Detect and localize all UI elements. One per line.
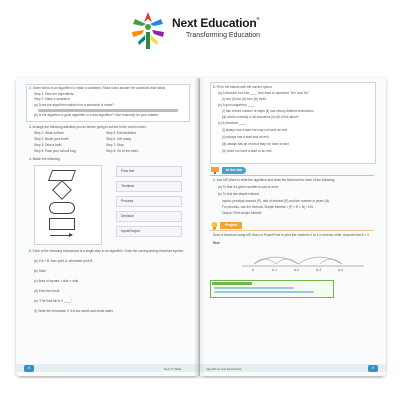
rectangle-shape xyxy=(49,218,75,230)
q6-b-options-1: (i) has a fixed number of steps (ii) has clearly defined instructions xyxy=(222,109,314,113)
q5-number: 5. xyxy=(29,249,32,253)
in-the-lab-badge: In the lab xyxy=(222,167,246,174)
brand-logo xyxy=(128,8,278,54)
lab-inputs: Inputs: principal amount (P), rate of interest (R) and the number of years (N). xyxy=(222,199,331,203)
lab-item-a: (a) To find if a given number is odd or even xyxy=(218,185,279,189)
match-label-terminal: Terminal xyxy=(116,181,182,192)
diagram-cell-a2: A-2 xyxy=(294,268,299,272)
q5-item-a: (a) If A > B, then print A, otherwise print B. xyxy=(34,259,94,263)
q3-step-3: Step 3: Take a bath. xyxy=(34,143,63,147)
brand-name-text: Next Education xyxy=(172,16,257,30)
project-badge: Project xyxy=(220,222,242,229)
q6-c-option-1: (i) always has a start but may not have an end xyxy=(222,128,288,132)
match-label-decision: Decision xyxy=(116,211,182,222)
lab-item-b: (b) To find the simple interest xyxy=(218,192,259,196)
q5-text xyxy=(29,250,184,253)
q6-a-options: (i) one (ii) two (iii) four (iv) three xyxy=(222,97,267,101)
q6-text xyxy=(213,86,272,89)
answer-line xyxy=(38,109,178,112)
diagram-cell-a3: A-3 xyxy=(316,268,321,272)
q5-item-c: (c) Area of square = side × side xyxy=(34,279,79,283)
q3-step-6: Step 6: Get ready. xyxy=(106,137,132,141)
right-page-number: 9 xyxy=(368,365,378,372)
left-page-number: 6 xyxy=(24,365,34,372)
web-links-header xyxy=(212,282,252,285)
q5-item-e: (e) "The final bill is ₹ ____" xyxy=(34,299,73,303)
q6-item-a: (a) A decision box has ____ flow lines to represent 'Yes' and 'No'. xyxy=(218,91,310,95)
right-footer-title: Algorithms and Flowcharts xyxy=(206,366,242,371)
brand-reg-mark: ® xyxy=(256,16,260,21)
lab-question: Use MS Word to write the algorithm and draw the flowchart for each of the following. xyxy=(216,178,336,182)
q4-text xyxy=(29,158,61,161)
q6-item-b: (b) A good algorithm ____. xyxy=(218,103,256,107)
match-label-process: Process xyxy=(116,196,182,207)
q6-c-option-3: (iii) always has an end but may not have a start xyxy=(222,142,289,146)
q6-number: 6. xyxy=(213,85,216,89)
q6-c-option-2: (ii) always has a start and an end xyxy=(222,135,269,139)
web-link[interactable] xyxy=(214,287,294,289)
q6-item-c: (c) A flowchart ____. xyxy=(218,121,247,125)
left-page xyxy=(16,78,199,376)
q3-question: Arrange the following activities you do before going to school in the correct order. xyxy=(32,125,147,129)
lab-output: Output: Print simple interest xyxy=(222,211,262,215)
q2-text xyxy=(29,87,166,90)
q2-part-b: (b) Is the algorithm a good algorithm or a bad algorithm? Give reason(s) for your answer. xyxy=(34,113,159,117)
q2-question: Given below is an algorithm to make a sandwich. Read it and answer the questions that follow. xyxy=(32,86,166,90)
match-label-input-output: Input/Output xyxy=(116,226,182,237)
q3-step-4: Step 4: Pack your school bag. xyxy=(34,149,77,153)
oval-shape xyxy=(49,202,75,214)
q5-item-d: (d) Print the result xyxy=(34,289,60,293)
lab-text xyxy=(213,179,335,182)
match-label-flowline: Flow line xyxy=(116,166,182,177)
q3-step-8: Step 8: Go to the toilet. xyxy=(106,149,139,153)
q3-step-1: Step 1: Wear uniform. xyxy=(34,131,65,135)
diagram-cell-a1: A-1 xyxy=(272,268,277,272)
lab-number: 1. xyxy=(213,178,216,182)
q2-step-1: Step 1: Take the ingredients. xyxy=(34,92,75,96)
open-textbook xyxy=(16,78,386,396)
brand-name xyxy=(172,16,259,30)
project-hint-label: Hint: xyxy=(213,241,221,245)
q3-step-5: Step 5: Eat breakfast. xyxy=(106,131,137,135)
q2-step-2: Step 2: Make a sandwich. xyxy=(34,97,71,101)
project-rule xyxy=(210,230,374,231)
q3-step-2: Step 2: Brush your teeth. xyxy=(34,137,70,141)
q3-step-7: Step 7: Stop. xyxy=(106,143,125,147)
q4-number: 4. xyxy=(29,157,32,161)
q2-part-a: (a) Does the algorithm explain how a sandwich is made? xyxy=(34,103,114,107)
q4-question: Match the following. xyxy=(32,157,61,161)
q5-question: Each of the following instructions is a single step in an algorithm. Draw the corresponding flowchart symbol. xyxy=(32,249,184,253)
lab-rule xyxy=(210,175,374,176)
q2-number: 2. xyxy=(29,86,32,90)
q5-item-b: (b) Start xyxy=(34,269,46,273)
project-text: Draw a flowchart using MS Word or PowerPoint to print the numbers 0 to 4 in reverse order. Assume that A = 4. xyxy=(213,233,370,237)
computer-icon xyxy=(210,166,220,175)
q3-number: 3. xyxy=(29,125,32,129)
book-spine xyxy=(194,78,206,376)
q6-b-options-2: (iii) works correctly in all scenarios (iv) All of the above xyxy=(222,115,299,119)
brand-tagline: Transforming Education xyxy=(186,32,261,39)
web-link[interactable] xyxy=(214,291,314,293)
right-page xyxy=(200,78,386,376)
q6-c-option-4: (iv) does not have a start or an end xyxy=(222,149,272,153)
diagram-cell-a: A xyxy=(252,268,255,272)
diagram-cell-a4: A-4 xyxy=(338,268,343,272)
left-footer-title: Next IT Skills xyxy=(164,366,182,371)
q6-question: Fill in the blanks with the correct option. xyxy=(216,85,273,89)
q5-item-f: (f) Taste the lemonade. If it is too sweet add some water. xyxy=(34,309,114,313)
lightbulb-icon xyxy=(210,221,219,230)
tree-logo-icon xyxy=(130,10,166,50)
reverse-order-diagram xyxy=(240,246,366,272)
lab-process: For process, use the formula, Simple interest = (P × R × N) / 100. xyxy=(222,205,314,209)
q3-text xyxy=(29,126,147,129)
arrow-head-shape xyxy=(69,233,73,237)
